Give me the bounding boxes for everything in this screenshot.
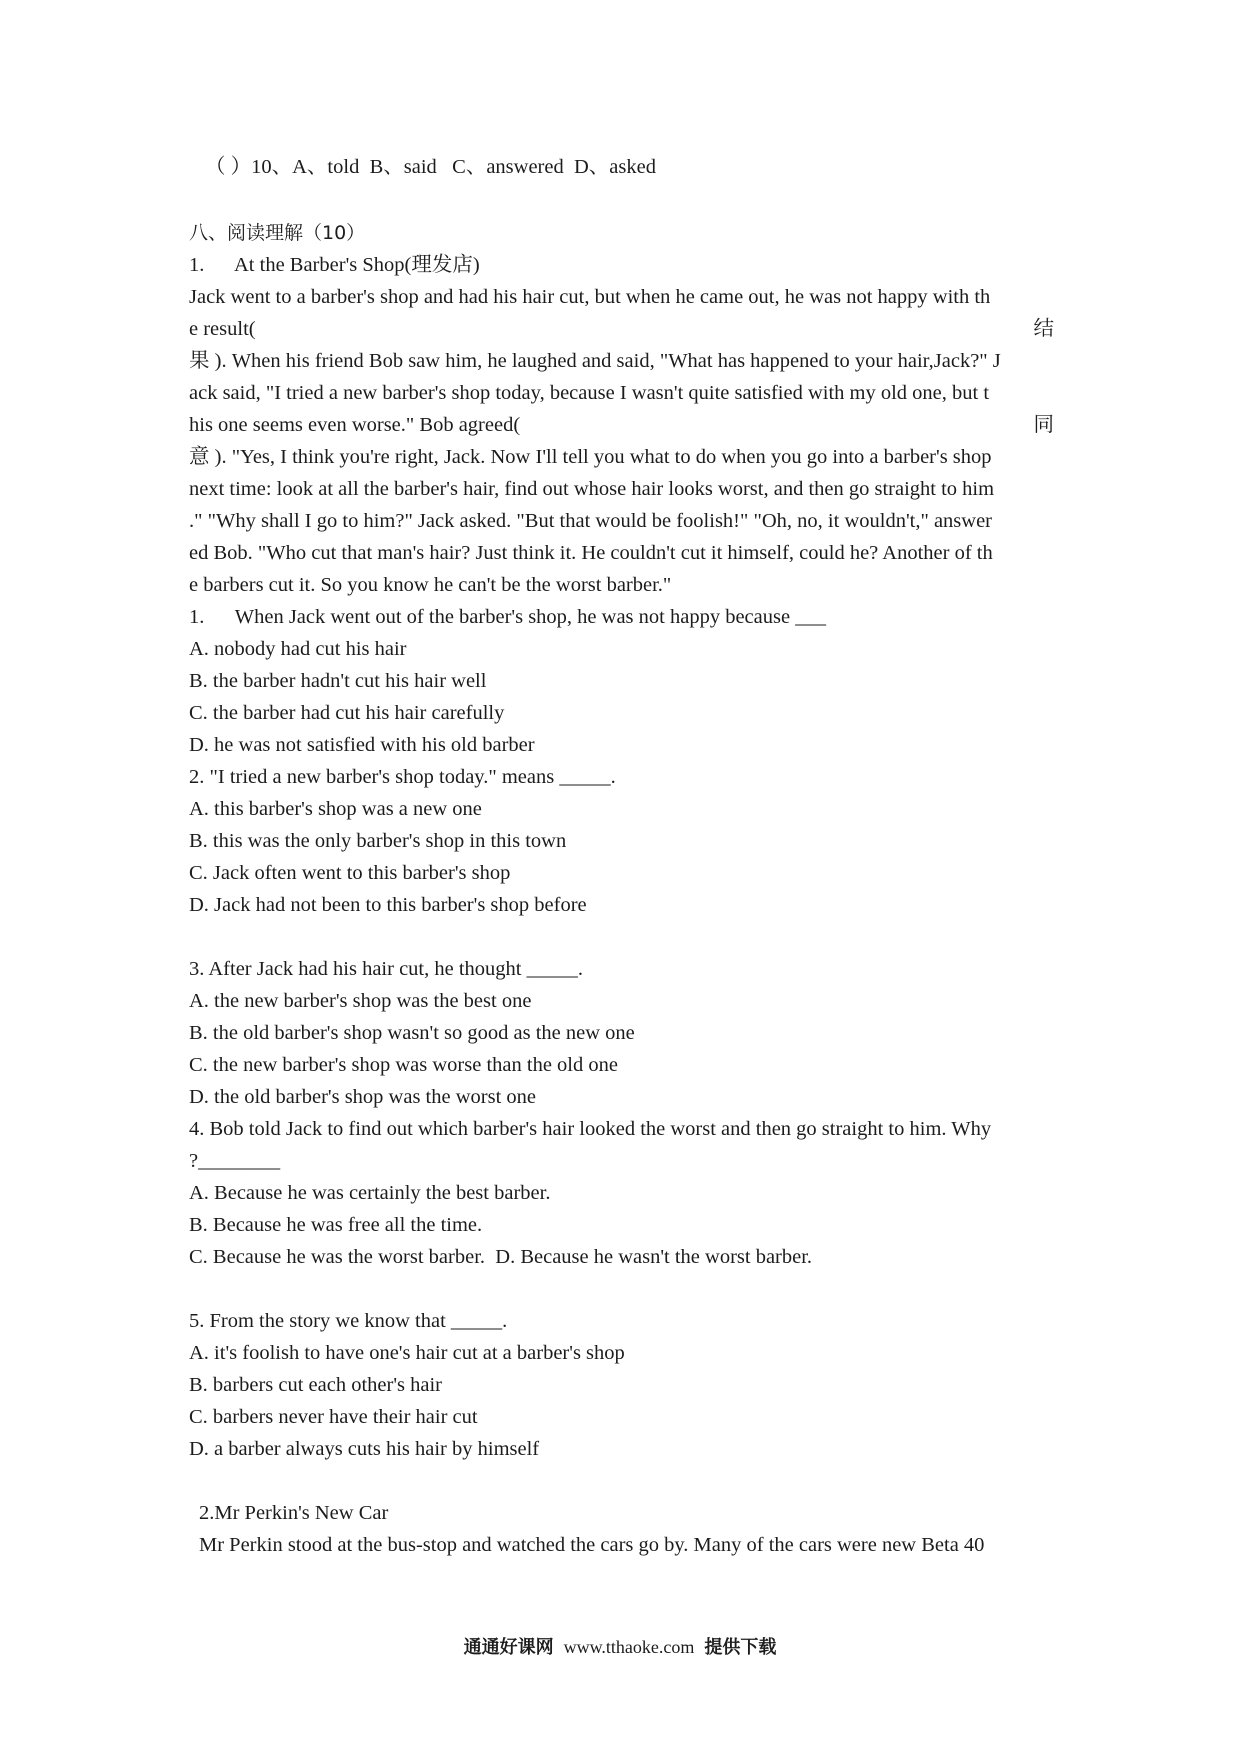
page-footer bbox=[0, 1635, 1240, 1660]
passage1-gloss: 结 bbox=[1033, 318, 1054, 340]
question-option: A. the new barber's shop was the best one bbox=[189, 990, 532, 1012]
question-option: D. a barber always cuts his hair by himself bbox=[189, 1438, 540, 1460]
passage1-line bbox=[189, 411, 1054, 439]
question-option: C. Jack often went to this barber's shop bbox=[189, 862, 511, 884]
question-option: C. the barber had cut his hair carefully bbox=[189, 702, 505, 724]
question-option: B. the old barber's shop wasn't so good as the new one bbox=[189, 1022, 635, 1044]
question-option: B. the barber hadn't cut his hair well bbox=[189, 670, 487, 692]
passage2-line: Mr Perkin stood at the bus-stop and watched the cars go by. Many of the cars were new Beta 40 bbox=[199, 1534, 985, 1556]
section-heading: 八、阅读理解（10） bbox=[189, 222, 366, 244]
question-stem: 2. "I tried a new barber's shop today." means _____. bbox=[189, 766, 616, 788]
question-10: （ ）10、A、told B、said C、answered D、asked bbox=[205, 156, 656, 178]
passage1-line: Jack went to a barber's shop and had his hair cut, but when he came out, he was not happy with th bbox=[189, 286, 991, 308]
passage1-line: ack said, "I tried a new barber's shop today, because I wasn't quite satisfied with my old one, but t bbox=[189, 382, 990, 404]
question-stem-continued: ?________ bbox=[189, 1150, 281, 1172]
passage1-line: e barbers cut it. So you know he can't be the worst barber." bbox=[189, 574, 672, 596]
passage1-line: ." "Why shall I go to him?" Jack asked. "But that would be foolish!" "Oh, no, it wouldn't," answer bbox=[189, 510, 993, 532]
question-stem: 5. From the story we know that _____. bbox=[189, 1310, 508, 1332]
question-option: C. the new barber's shop was worse than the old one bbox=[189, 1054, 618, 1076]
question-option: A. Because he was certainly the best barber. bbox=[189, 1182, 551, 1204]
passage1-text: e result( bbox=[189, 318, 256, 340]
question-option: C. Because he was the worst barber. D. Because he wasn't the worst barber. bbox=[189, 1246, 813, 1268]
question-option: B. this was the only barber's shop in this town bbox=[189, 830, 567, 852]
footer-download-text: 提供下载 bbox=[704, 1637, 777, 1658]
question-option: A. it's foolish to have one's hair cut at a barber's shop bbox=[189, 1342, 625, 1364]
question-stem: 4. Bob told Jack to find out which barber's hair looked the worst and then go straight to him. Why bbox=[189, 1118, 992, 1140]
question-option: D. Jack had not been to this barber's shop before bbox=[189, 894, 587, 916]
passage1-line: next time: look at all the barber's hair, find out whose hair looks worst, and then go straight to him bbox=[189, 478, 995, 500]
question-option: C. barbers never have their hair cut bbox=[189, 1406, 478, 1428]
passage1-gloss: 同 bbox=[1033, 414, 1054, 436]
passage1-line bbox=[189, 315, 1054, 343]
footer-site-link[interactable]: www.tthaoke.com bbox=[563, 1637, 695, 1657]
question-option: B. barbers cut each other's hair bbox=[189, 1374, 443, 1396]
passage2-title: 2.Mr Perkin's New Car bbox=[199, 1502, 389, 1524]
passage1-line: 果 ). When his friend Bob saw him, he laughed and said, "What has happened to your hair,Jack?" J bbox=[189, 350, 1001, 372]
question-option: D. he was not satisfied with his old barber bbox=[189, 734, 535, 756]
question-option: B. Because he was free all the time. bbox=[189, 1214, 483, 1236]
question-option: A. this barber's shop was a new one bbox=[189, 798, 482, 820]
question-option: D. the old barber's shop was the worst one bbox=[189, 1086, 536, 1108]
footer-brand: 通通好课网 bbox=[463, 1637, 554, 1658]
question-option: A. nobody had cut his hair bbox=[189, 638, 407, 660]
passage1-line: ed Bob. "Who cut that man's hair? Just think it. He couldn't cut it himself, could he? Another of th bbox=[189, 542, 993, 564]
question-stem: 1. When Jack went out of the barber's shop, he was not happy because ___ bbox=[189, 606, 826, 628]
passage1-line: 意 ). "Yes, I think you're right, Jack. Now I'll tell you what to do when you go into a barber's shop bbox=[189, 446, 992, 468]
passage1-title: 1. At the Barber's Shop(理发店) bbox=[189, 254, 480, 276]
passage1-text: his one seems even worse." Bob agreed( bbox=[189, 414, 521, 436]
question-stem: 3. After Jack had his hair cut, he thought _____. bbox=[189, 958, 583, 980]
